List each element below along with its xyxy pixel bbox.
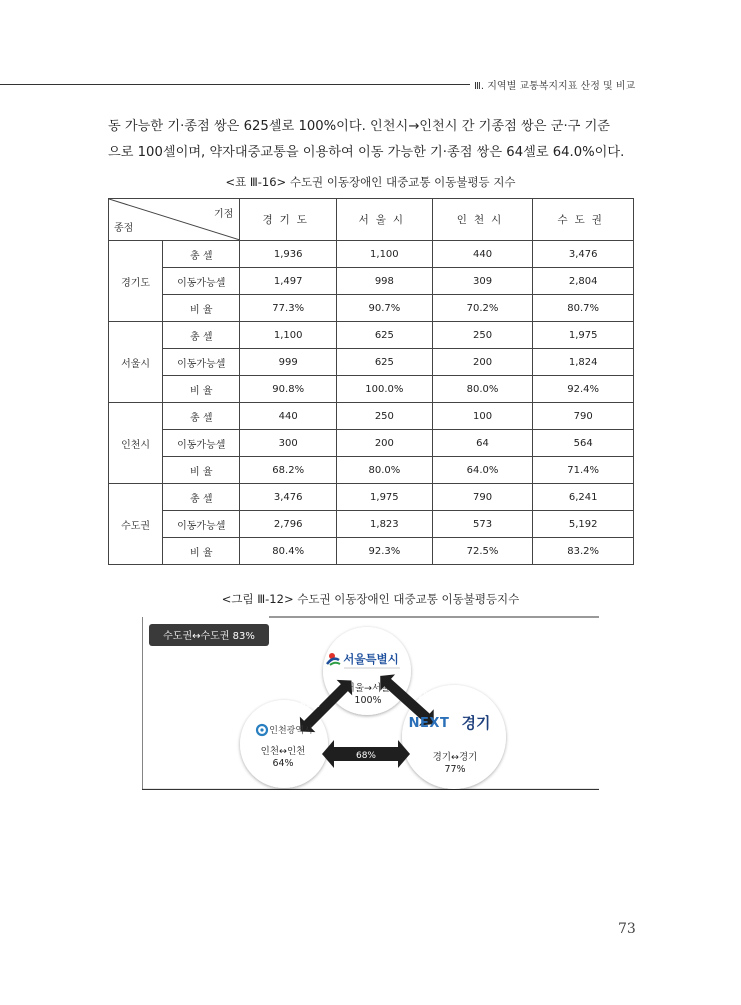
- table-row: [109, 457, 634, 484]
- table-cell: 64.0%: [432, 457, 533, 484]
- table-row: [109, 403, 634, 430]
- table-cell: 1,823: [337, 511, 433, 538]
- table-cell: 72.5%: [432, 538, 533, 565]
- section-header: Ⅲ. 지역별 교통복지지표 산정 및 비교: [474, 81, 636, 92]
- table-cell: 2,796: [240, 511, 337, 538]
- table-cell: 250: [337, 403, 433, 430]
- corner-origin-label: 기점: [214, 209, 234, 220]
- incheon-value: 64%: [272, 758, 294, 769]
- table-cell: 1,975: [533, 322, 634, 349]
- table-row: [109, 322, 634, 349]
- table-cell: 625: [337, 349, 433, 376]
- table-row: [109, 241, 634, 268]
- header-rule: [0, 84, 470, 85]
- table-cell: 300: [240, 430, 337, 457]
- table-cell: 68.2%: [240, 457, 337, 484]
- table-cell: 999: [240, 349, 337, 376]
- table-cell: 573: [432, 511, 533, 538]
- table-cell: 71.4%: [533, 457, 634, 484]
- table-cell: 3,476: [533, 241, 634, 268]
- table-cell: 80.4%: [240, 538, 337, 565]
- table-corner-cell: [109, 199, 240, 241]
- table-row: [109, 295, 634, 322]
- row-group-label: 경기도: [109, 241, 163, 322]
- row-label: 이동가능셀: [163, 268, 240, 295]
- row-label: 총 셀: [163, 322, 240, 349]
- arrow-label-seoul-gyeonggi: 91%: [411, 691, 433, 701]
- arrow-label-seoul-incheon: 80%: [299, 700, 321, 710]
- row-label: 이동가능셀: [163, 349, 240, 376]
- table-cell: 1,497: [240, 268, 337, 295]
- table-cell: 1,100: [337, 241, 433, 268]
- gyeonggi-label: 경기↔경기: [432, 752, 478, 763]
- row-label: 이동가능셀: [163, 511, 240, 538]
- table-row: [109, 511, 634, 538]
- paragraph-line-1: 동 가능한 기·종점 쌍은 625셀로 100%이다. 인천시→인천시 간 기종점 쌍은 군·구 기준: [108, 119, 611, 134]
- incheon-logo-text: 인천광역시: [269, 726, 313, 736]
- column-header: 경기도: [240, 199, 337, 241]
- table-cell: 790: [432, 484, 533, 511]
- table-cell: 2,804: [533, 268, 634, 295]
- row-group-label: 수도권: [109, 484, 163, 565]
- gyeonggi-logo-next: NEXT: [408, 716, 450, 731]
- table-cell: 80.0%: [337, 457, 433, 484]
- table-cell: 100.0%: [337, 376, 433, 403]
- table-cell: 1,824: [533, 349, 634, 376]
- flow-diagram: [142, 616, 599, 790]
- row-group-label: 서울시: [109, 322, 163, 403]
- row-label: 비 율: [163, 295, 240, 322]
- figure-caption: <그림 Ⅲ-12> 수도권 이동장애인 대중교통 이동불평등지수: [221, 592, 520, 606]
- table-cell: 92.3%: [337, 538, 433, 565]
- table-cell: 90.7%: [337, 295, 433, 322]
- arrow-label-incheon-gyeonggi: 68%: [355, 751, 377, 761]
- table-cell: 1,975: [337, 484, 433, 511]
- seoul-value: 100%: [354, 695, 382, 706]
- data-table: [108, 198, 634, 565]
- row-label: 총 셀: [163, 484, 240, 511]
- row-label: 총 셀: [163, 403, 240, 430]
- gyeonggi-logo-kr: 경기: [461, 714, 491, 732]
- table-cell: 83.2%: [533, 538, 634, 565]
- table-cell: 80.0%: [432, 376, 533, 403]
- row-group-label: 인천시: [109, 403, 163, 484]
- table-header-row: [109, 199, 634, 241]
- table-cell: 200: [432, 349, 533, 376]
- table-cell: 625: [337, 322, 433, 349]
- table-row: [109, 376, 634, 403]
- table-cell: 250: [432, 322, 533, 349]
- table-row: [109, 538, 634, 565]
- table-cell: 92.4%: [533, 376, 634, 403]
- table-cell: 1,936: [240, 241, 337, 268]
- table-cell: 90.8%: [240, 376, 337, 403]
- summary-badge-label: 수도권↔수도권 83%: [163, 631, 255, 642]
- table-row: [109, 349, 634, 376]
- table-cell: 5,192: [533, 511, 634, 538]
- page-number: 73: [618, 921, 636, 937]
- table-cell: 100: [432, 403, 533, 430]
- table-cell: 70.2%: [432, 295, 533, 322]
- table-cell: 64: [432, 430, 533, 457]
- gyeonggi-value: 77%: [444, 764, 466, 775]
- column-header: 인천시: [432, 199, 533, 241]
- seoul-logo-text: 서울특별시: [343, 652, 399, 666]
- row-label: 이동가능셀: [163, 430, 240, 457]
- table-row: [109, 430, 634, 457]
- table-cell: 440: [240, 403, 337, 430]
- table-cell: 1,100: [240, 322, 337, 349]
- seoul-label: 서울→서울: [345, 683, 391, 694]
- column-header: 서울시: [337, 199, 433, 241]
- diagram-canvas: [142, 616, 599, 790]
- table-cell: 564: [533, 430, 634, 457]
- table-cell: 309: [432, 268, 533, 295]
- table-cell: 790: [533, 403, 634, 430]
- table-cell: 3,476: [240, 484, 337, 511]
- table-cell: 80.7%: [533, 295, 634, 322]
- table-cell: 440: [432, 241, 533, 268]
- table-cell: 77.3%: [240, 295, 337, 322]
- table-cell: 200: [337, 430, 433, 457]
- row-label: 비 율: [163, 457, 240, 484]
- row-label: 총 셀: [163, 241, 240, 268]
- table-caption: <표 Ⅲ-16> 수도권 이동장애인 대중교통 이동불평등 지수: [225, 175, 516, 189]
- incheon-label: 인천↔인천: [260, 746, 306, 757]
- paragraph-line-2: 으로 100셀이며, 약자대중교통을 이용하여 이동 가능한 기·종점 쌍은 64셀로 64.0%이다.: [108, 145, 625, 160]
- row-label: 비 율: [163, 538, 240, 565]
- table-row: [109, 484, 634, 511]
- table-cell: 998: [337, 268, 433, 295]
- body-paragraph: [108, 114, 634, 166]
- table-cell: 6,241: [533, 484, 634, 511]
- row-label: 비 율: [163, 376, 240, 403]
- column-header: 수도권: [533, 199, 634, 241]
- corner-destination-label: 종점: [114, 223, 134, 234]
- table-row: [109, 268, 634, 295]
